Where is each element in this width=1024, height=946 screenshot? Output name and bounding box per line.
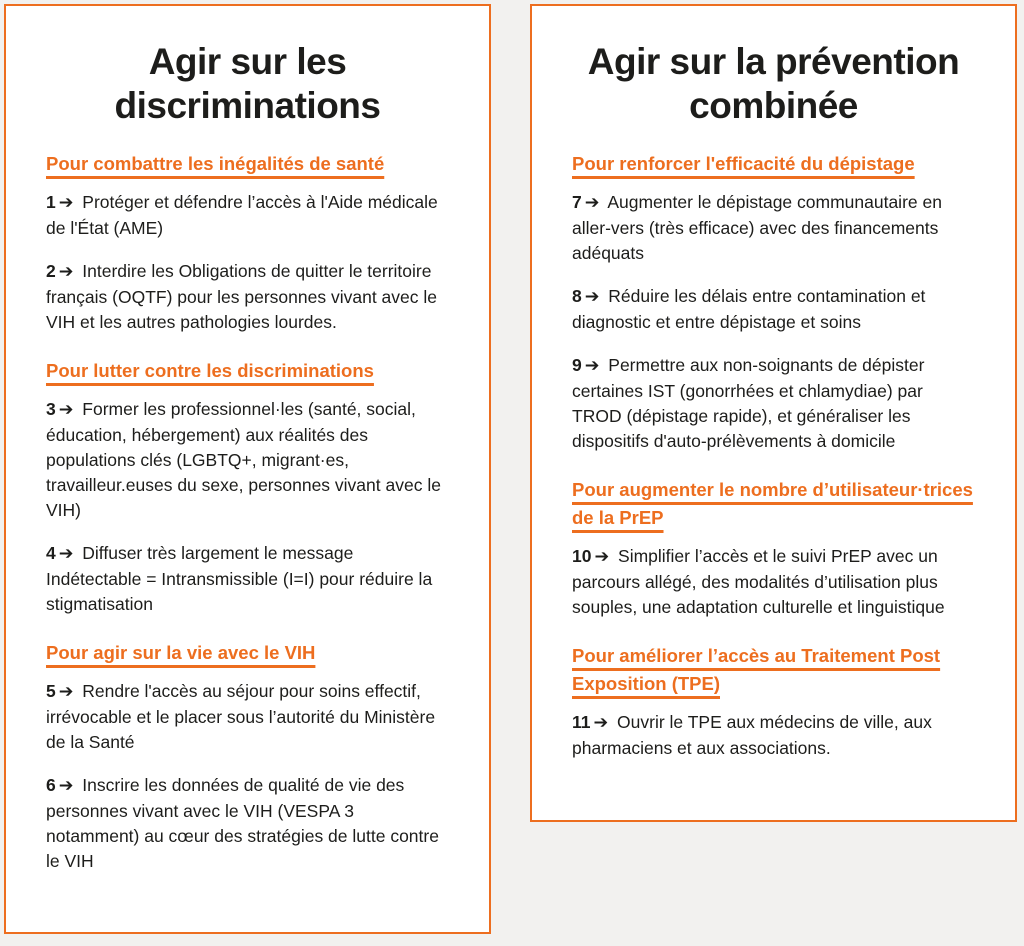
list-item	[572, 190, 975, 266]
list-item	[46, 190, 449, 241]
item-number: 1	[46, 192, 56, 212]
card-title-prevention	[572, 40, 975, 128]
item-number: 9	[572, 355, 582, 375]
card-discriminations	[4, 4, 491, 934]
section-lutter-discriminations	[46, 357, 449, 617]
card-title-discriminations	[46, 40, 449, 128]
list-item	[46, 397, 449, 523]
item-text: Réduire les délais entre contamination et diagnostic et entre dépistage et soins	[572, 286, 926, 332]
item-number: 2	[46, 261, 56, 281]
title-line: Agir sur les	[148, 41, 347, 82]
arrow-right-icon: ➔	[58, 400, 74, 420]
list-item	[572, 284, 975, 335]
section-heading: Pour augmenter le nombre d’utilisateur·trices de la PrEP	[572, 479, 973, 528]
item-text: Augmenter le dépistage communautaire en aller-vers (très efficace) avec des financements adéquats	[572, 192, 942, 263]
section-heading: Pour agir sur la vie avec le VIH	[46, 642, 316, 663]
title-line: Agir sur la prévention	[587, 41, 960, 82]
arrow-right-icon: ➔	[58, 544, 74, 564]
section-vie-avec-vih	[46, 639, 449, 874]
arrow-right-icon: ➔	[584, 356, 600, 376]
card-prevention-combinee	[530, 4, 1017, 822]
item-text: Ouvrir le TPE aux médecins de ville, aux pharmaciens et aux associations.	[572, 712, 932, 758]
title-line: discriminations	[114, 85, 381, 126]
section-heading: Pour renforcer l'efficacité du dépistage	[572, 153, 915, 174]
item-number: 11	[572, 712, 591, 732]
item-text: Diffuser très largement le message Indétectable = Intransmissible (I=I) pour réduire la stigmatisation	[46, 543, 433, 614]
section-heading: Pour améliorer l’accès au Traitement Post Exposition (TPE)	[572, 645, 941, 694]
arrow-right-icon: ➔	[594, 547, 610, 567]
arrow-right-icon: ➔	[58, 262, 74, 282]
item-text: Interdire les Obligations de quitter le territoire français (OQTF) pour les personnes vivant avec le VIH et les autres pathologies lourdes.	[46, 261, 437, 332]
arrow-right-icon: ➔	[58, 193, 74, 213]
item-number: 5	[46, 681, 56, 701]
list-item	[572, 353, 975, 454]
item-text: Permettre aux non-soignants de dépister certaines IST (gonorrhées et chlamydiae) par TROD (dépistage rapide), et généraliser les dispositifs d'auto-prélèvements à domicile	[572, 355, 925, 451]
arrow-right-icon: ➔	[584, 287, 600, 307]
item-number: 7	[572, 192, 582, 212]
arrow-right-icon: ➔	[593, 713, 609, 733]
list-item	[46, 773, 449, 874]
item-text: Simplifier l’accès et le suivi PrEP avec un parcours allégé, des modalités d’utilisation plus souples, une adaptation culturelle et linguistique	[572, 546, 945, 617]
item-number: 8	[572, 286, 582, 306]
item-number: 4	[46, 543, 56, 563]
section-efficacite-depistage	[572, 150, 975, 454]
list-item	[572, 710, 975, 761]
list-item	[46, 259, 449, 335]
arrow-right-icon: ➔	[584, 193, 600, 213]
section-heading: Pour lutter contre les discriminations	[46, 360, 374, 381]
item-text: Former les professionnel·les (santé, social, éducation, hébergement) aux réalités des populations clés (LGBTQ+, migrant·es, travailleur.euses du sexe, personnes vivant avec le VIH)	[46, 399, 441, 520]
list-item	[46, 679, 449, 755]
list-item	[46, 541, 449, 617]
section-inegalites-sante	[46, 150, 449, 335]
section-tpe	[572, 642, 975, 761]
arrow-right-icon: ➔	[58, 682, 74, 702]
item-number: 10	[572, 546, 592, 566]
section-utilisateurs-prep	[572, 476, 975, 620]
item-number: 6	[46, 775, 56, 795]
arrow-right-icon: ➔	[58, 776, 74, 796]
title-line: combinée	[689, 85, 858, 126]
item-text: Rendre l'accès au séjour pour soins effectif, irrévocable et le placer sous l’autorité du Ministère de la Santé	[46, 681, 436, 752]
item-number: 3	[46, 399, 56, 419]
item-text: Inscrire les données de qualité de vie des personnes vivant avec le VIH (VESPA 3 notamment) au cœur des stratégies de lutte contre le VIH	[46, 775, 439, 871]
list-item	[572, 544, 975, 620]
section-heading: Pour combattre les inégalités de santé	[46, 153, 385, 174]
item-text: Protéger et défendre l’accès à l'Aide médicale de l'État (AME)	[46, 192, 438, 238]
